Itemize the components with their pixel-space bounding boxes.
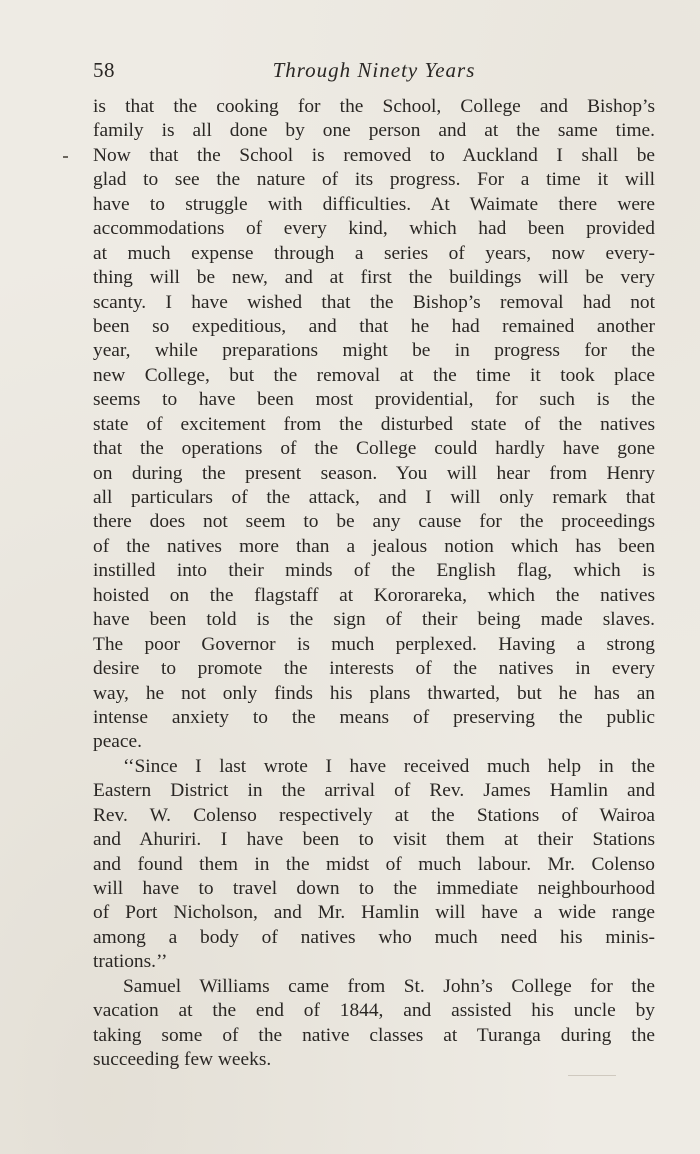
text-line: taking some of the native classes at Turanga during the (93, 1024, 655, 1046)
text-line: all particulars of the attack, and I will only remark that (93, 487, 655, 508)
text-line: on during the present season. You will hear from Henry (93, 462, 655, 484)
text-line: and found them in the midst of much labour. Mr. Colenso (93, 853, 655, 875)
text-line: succeeding few weeks. (93, 1049, 272, 1071)
text-line: been so expeditious, and that he had remained another (93, 315, 655, 337)
text-line: state of excitement from the disturbed state of the natives (93, 413, 655, 435)
text-line: have been told is the sign of their being made slaves. (93, 609, 655, 631)
text-line: thing will be new, and at first the buildings will be very (93, 267, 655, 289)
text-line: that the operations of the College could hardly have gone (93, 438, 655, 460)
paragraph (93, 755, 655, 975)
text-line: will have to travel down to the immediate neighbourhood (93, 878, 655, 899)
faint-pencil-mark (568, 1075, 616, 1076)
text-line: trations.’’ (93, 951, 168, 973)
text-line: Samuel Williams came from St. John’s College for the (123, 975, 655, 997)
text-line: desire to promote the interests of the natives in every (93, 658, 655, 680)
text-line: scanty. I have wished that the Bishop’s removal had not (93, 291, 655, 313)
running-title: Through Ninety Years (272, 58, 476, 82)
text-line: vacation at the end of 1844, and assisted his uncle by (93, 1000, 655, 1022)
text-line: there does not seem to be any cause for the proceedings (93, 511, 655, 533)
text-line: among a body of natives who much need his minis- (93, 926, 655, 948)
page-number: 58 (93, 58, 115, 82)
text-line: year, while preparations might be in progress for the (93, 340, 655, 362)
text-line: ‘‘Since I last wrote I have received much help in the (123, 755, 655, 777)
text-line: and Ahuriri. I have been to visit them at their Stations (93, 829, 655, 851)
text-line: at much expense through a series of years, now every- (93, 242, 655, 264)
text-line: of Port Nicholson, and Mr. Hamlin will have a wide range (93, 902, 655, 924)
text-line: family is all done by one person and at the same time. (93, 120, 655, 142)
text-line: is that the cooking for the School, College and Bishop’s (93, 96, 655, 117)
text-line: peace. (93, 731, 142, 753)
text-line: Rev. W. Colenso respectively at the Stations of Wairoa (93, 804, 655, 826)
text-line: accommodations of every kind, which had been provided (93, 218, 655, 240)
text-line: instilled into their minds of the English flag, which is (93, 560, 655, 582)
text-line: have to struggle with difficulties. At Waimate there were (93, 193, 655, 215)
body-text (93, 95, 655, 1073)
text-line: hoisted on the flagstaff at Kororareka, which the natives (93, 584, 655, 606)
text-line: The poor Governor is much perplexed. Having a strong (93, 633, 655, 655)
text-line: seems to have been most providential, for such is the (93, 389, 655, 411)
paragraph (93, 975, 655, 1073)
text-line: way, he not only finds his plans thwarted, but he has an (93, 682, 655, 704)
text-line: Now that the School is removed to Auckland I shall be (93, 144, 655, 166)
text-line: new College, but the removal at the time it took place (93, 364, 655, 386)
text-line: Eastern District in the arrival of Rev. James Hamlin and (93, 780, 655, 802)
paragraph (93, 95, 655, 755)
text-line: intense anxiety to the means of preserving the public (93, 706, 655, 728)
margin-mark (63, 156, 68, 158)
page-header (93, 58, 655, 86)
text-line: of the natives more than a jealous notion which has been (93, 535, 655, 557)
text-line: glad to see the nature of its progress. For a time it will (93, 169, 655, 191)
